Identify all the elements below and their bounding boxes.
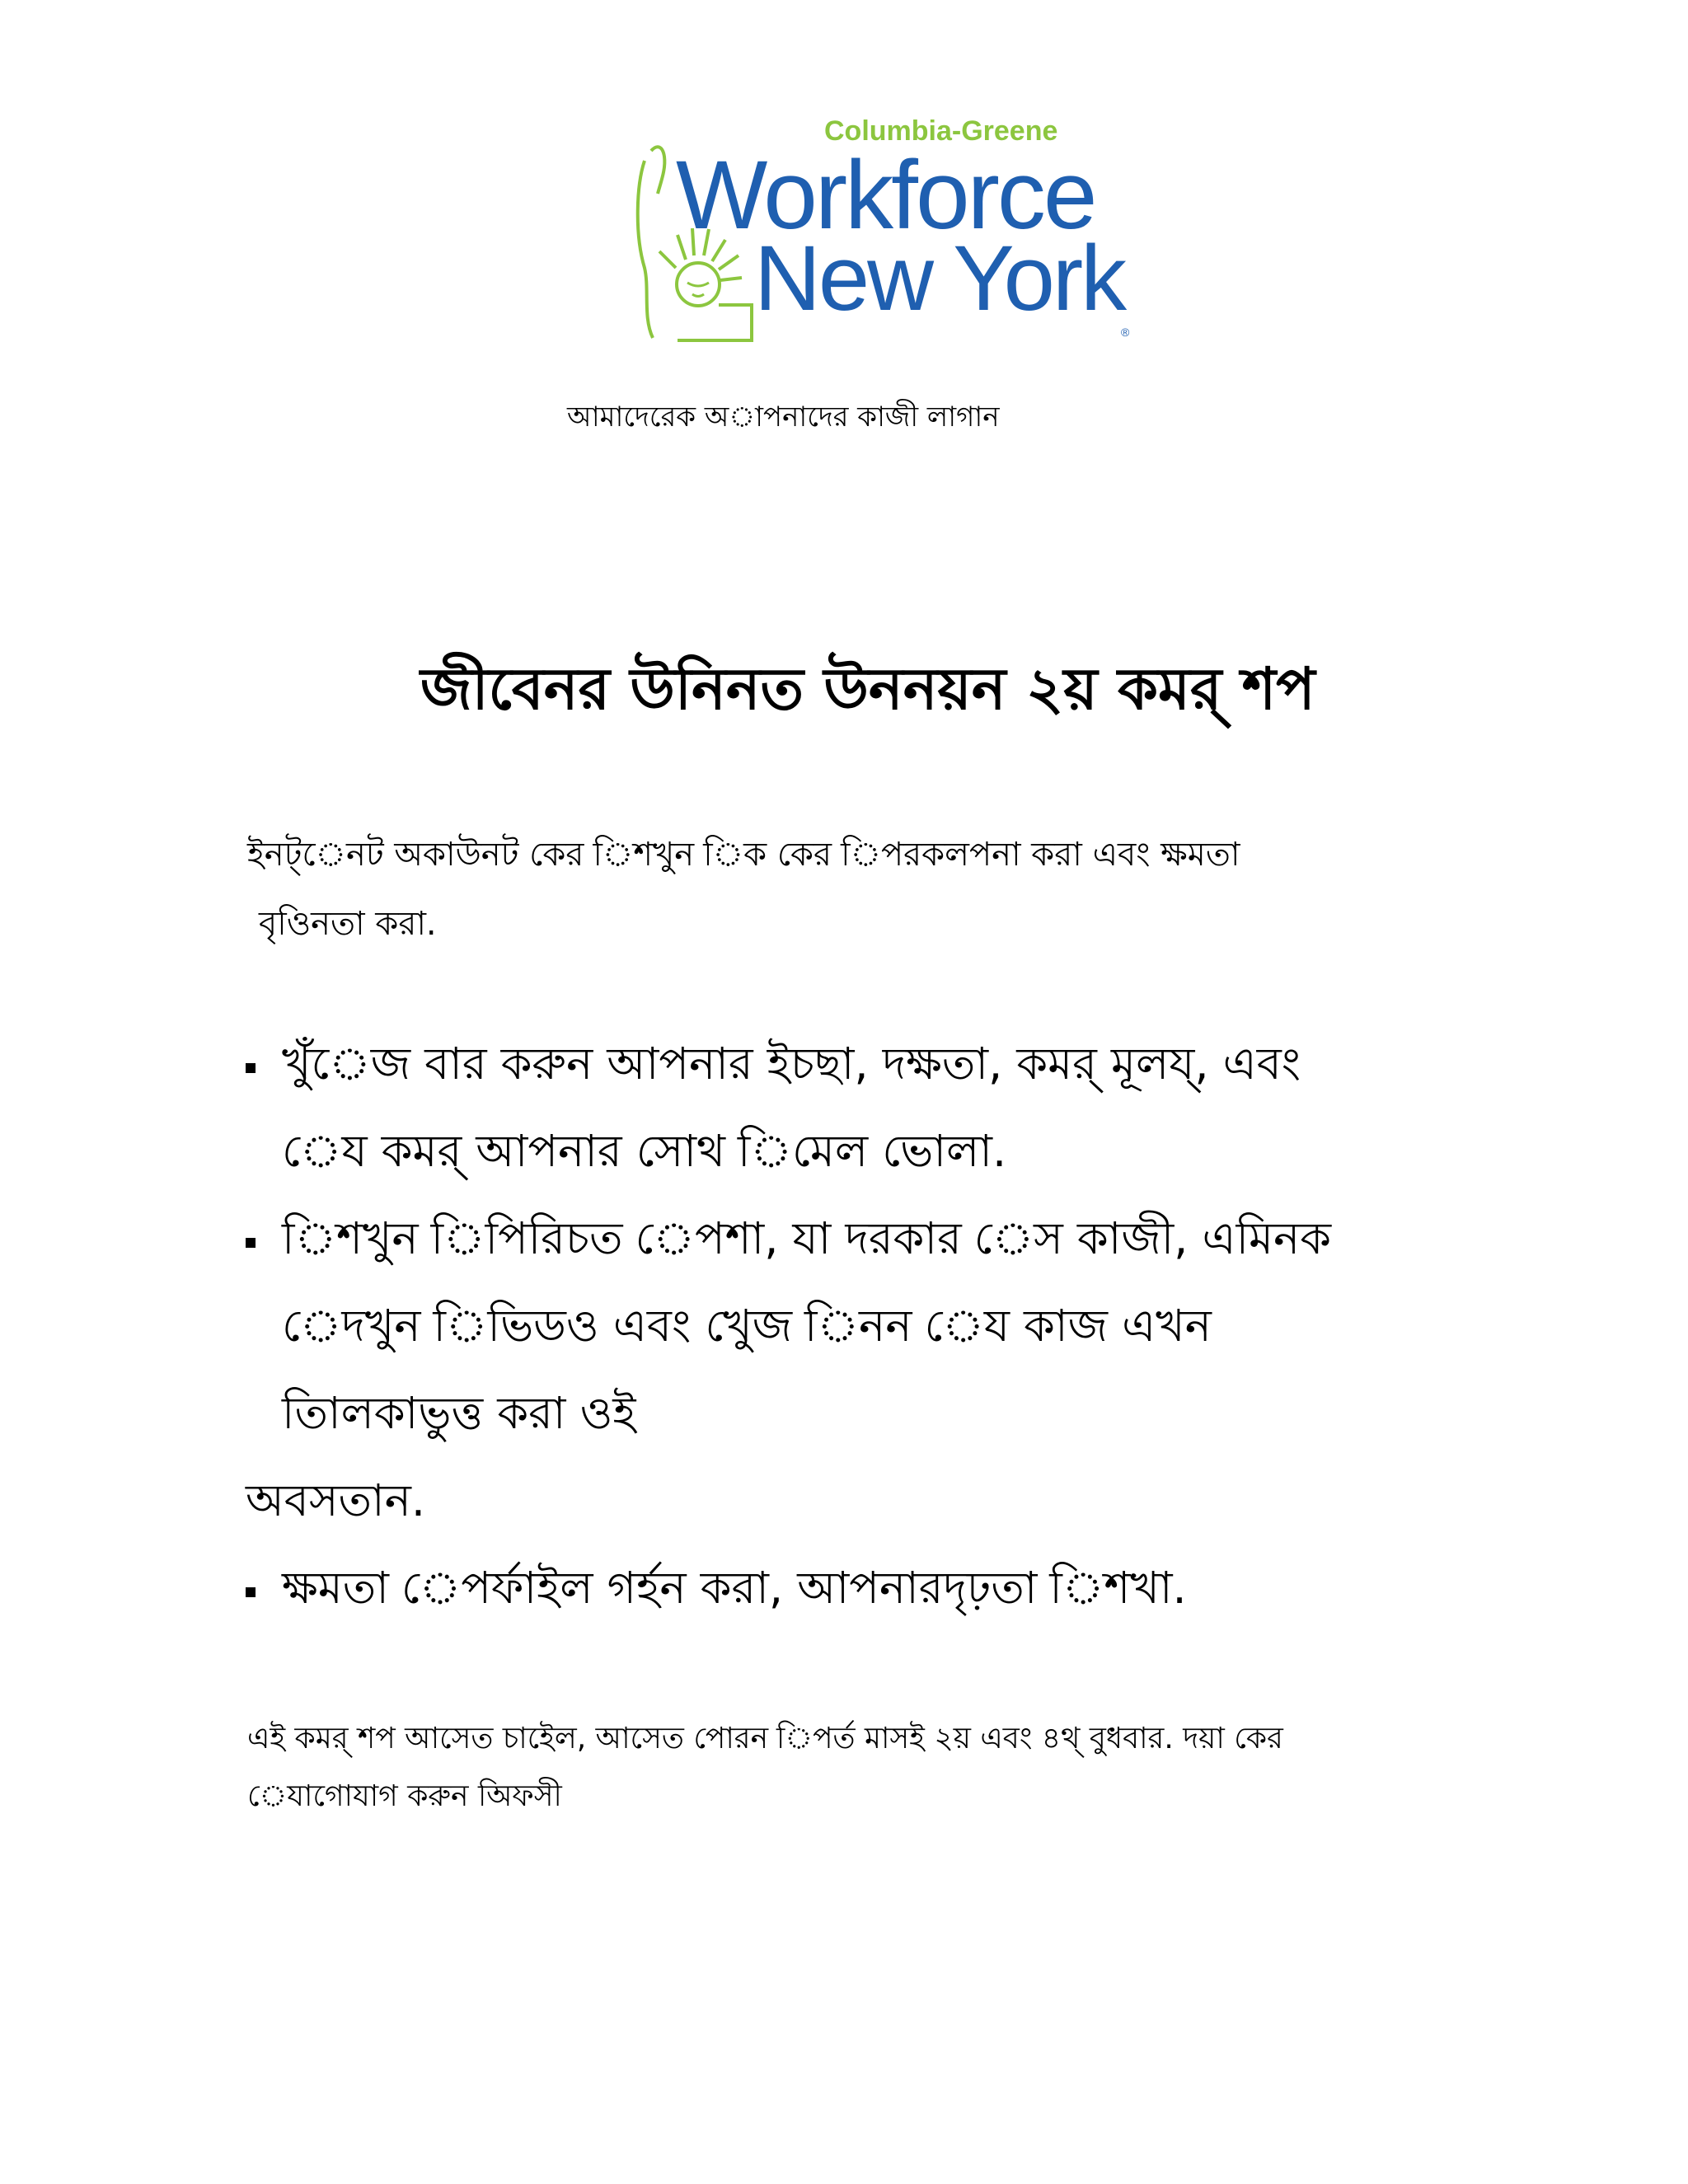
- bullet-continuation: অবসতান.: [246, 1474, 426, 1526]
- bullet-item: [246, 1195, 1465, 1282]
- logo-subtitle: Columbia-Greene: [824, 115, 1058, 147]
- footer-line: এই কমর্ শপ আসেত চাইেল, আসেত পােরন িপর্ত মাসই ২য় এবং ৪থ্ বুধবার. দয়া কের: [247, 1722, 1283, 1755]
- bullet-text-line: েদখুন িভিডও এবং খুেজ িনন েয কাজ এখন: [282, 1300, 1212, 1352]
- footer-line: েযাগােযাগ করুন অিফসী: [247, 1779, 562, 1813]
- logo-wordmark-line1: Workforce: [676, 141, 1095, 250]
- intro-paragraph: [247, 820, 1442, 958]
- bullet-text-line: তািলকাভুত্ত করা ওই: [282, 1387, 636, 1439]
- bullet-item: [246, 1020, 1465, 1108]
- intro-line: বৃও‍িনতা করা.: [259, 905, 437, 943]
- bullet-text: ক্ষমতা েপর্ফাইল গর্হন করা, আপনারদৃঢ়তা িশখা.: [282, 1562, 1187, 1614]
- bullet-marker: [246, 1587, 256, 1597]
- bullet-text-line: েয কমর্ আপনার সােথ িমেল ভােলা.: [282, 1125, 1007, 1177]
- bullet-text: িশখুন িপিরিচত েপশা, যা দরকার েস কাজী, এমিনক: [282, 1212, 1332, 1264]
- tagline: আমাদেরেক অাপনাদের কাজী লাগান: [567, 401, 1000, 434]
- bullet-marker: [246, 1063, 256, 1073]
- logo-wordmark-line2: New York: [754, 227, 1125, 330]
- page-title: জীবেনর উনিনত উননয়ন ২য় কমর্ শপ: [420, 655, 1315, 723]
- bullet-item: [246, 1544, 1465, 1632]
- bullet-list: [246, 1020, 1465, 1632]
- intro-line: ইনট্েনট অকাউনট কের িশখুন িক কের িপরকলপনা করা এবং ক্ষমতা: [247, 836, 1240, 874]
- footer-note: [247, 1710, 1442, 1825]
- bullet-marker: [246, 1238, 256, 1248]
- registered-mark: ®: [1121, 326, 1130, 339]
- bullet-text: খুঁেজ বার করুন আপনার ইচছা, দক্ষতা, কমর্ মূলয্, এবং: [282, 1038, 1301, 1090]
